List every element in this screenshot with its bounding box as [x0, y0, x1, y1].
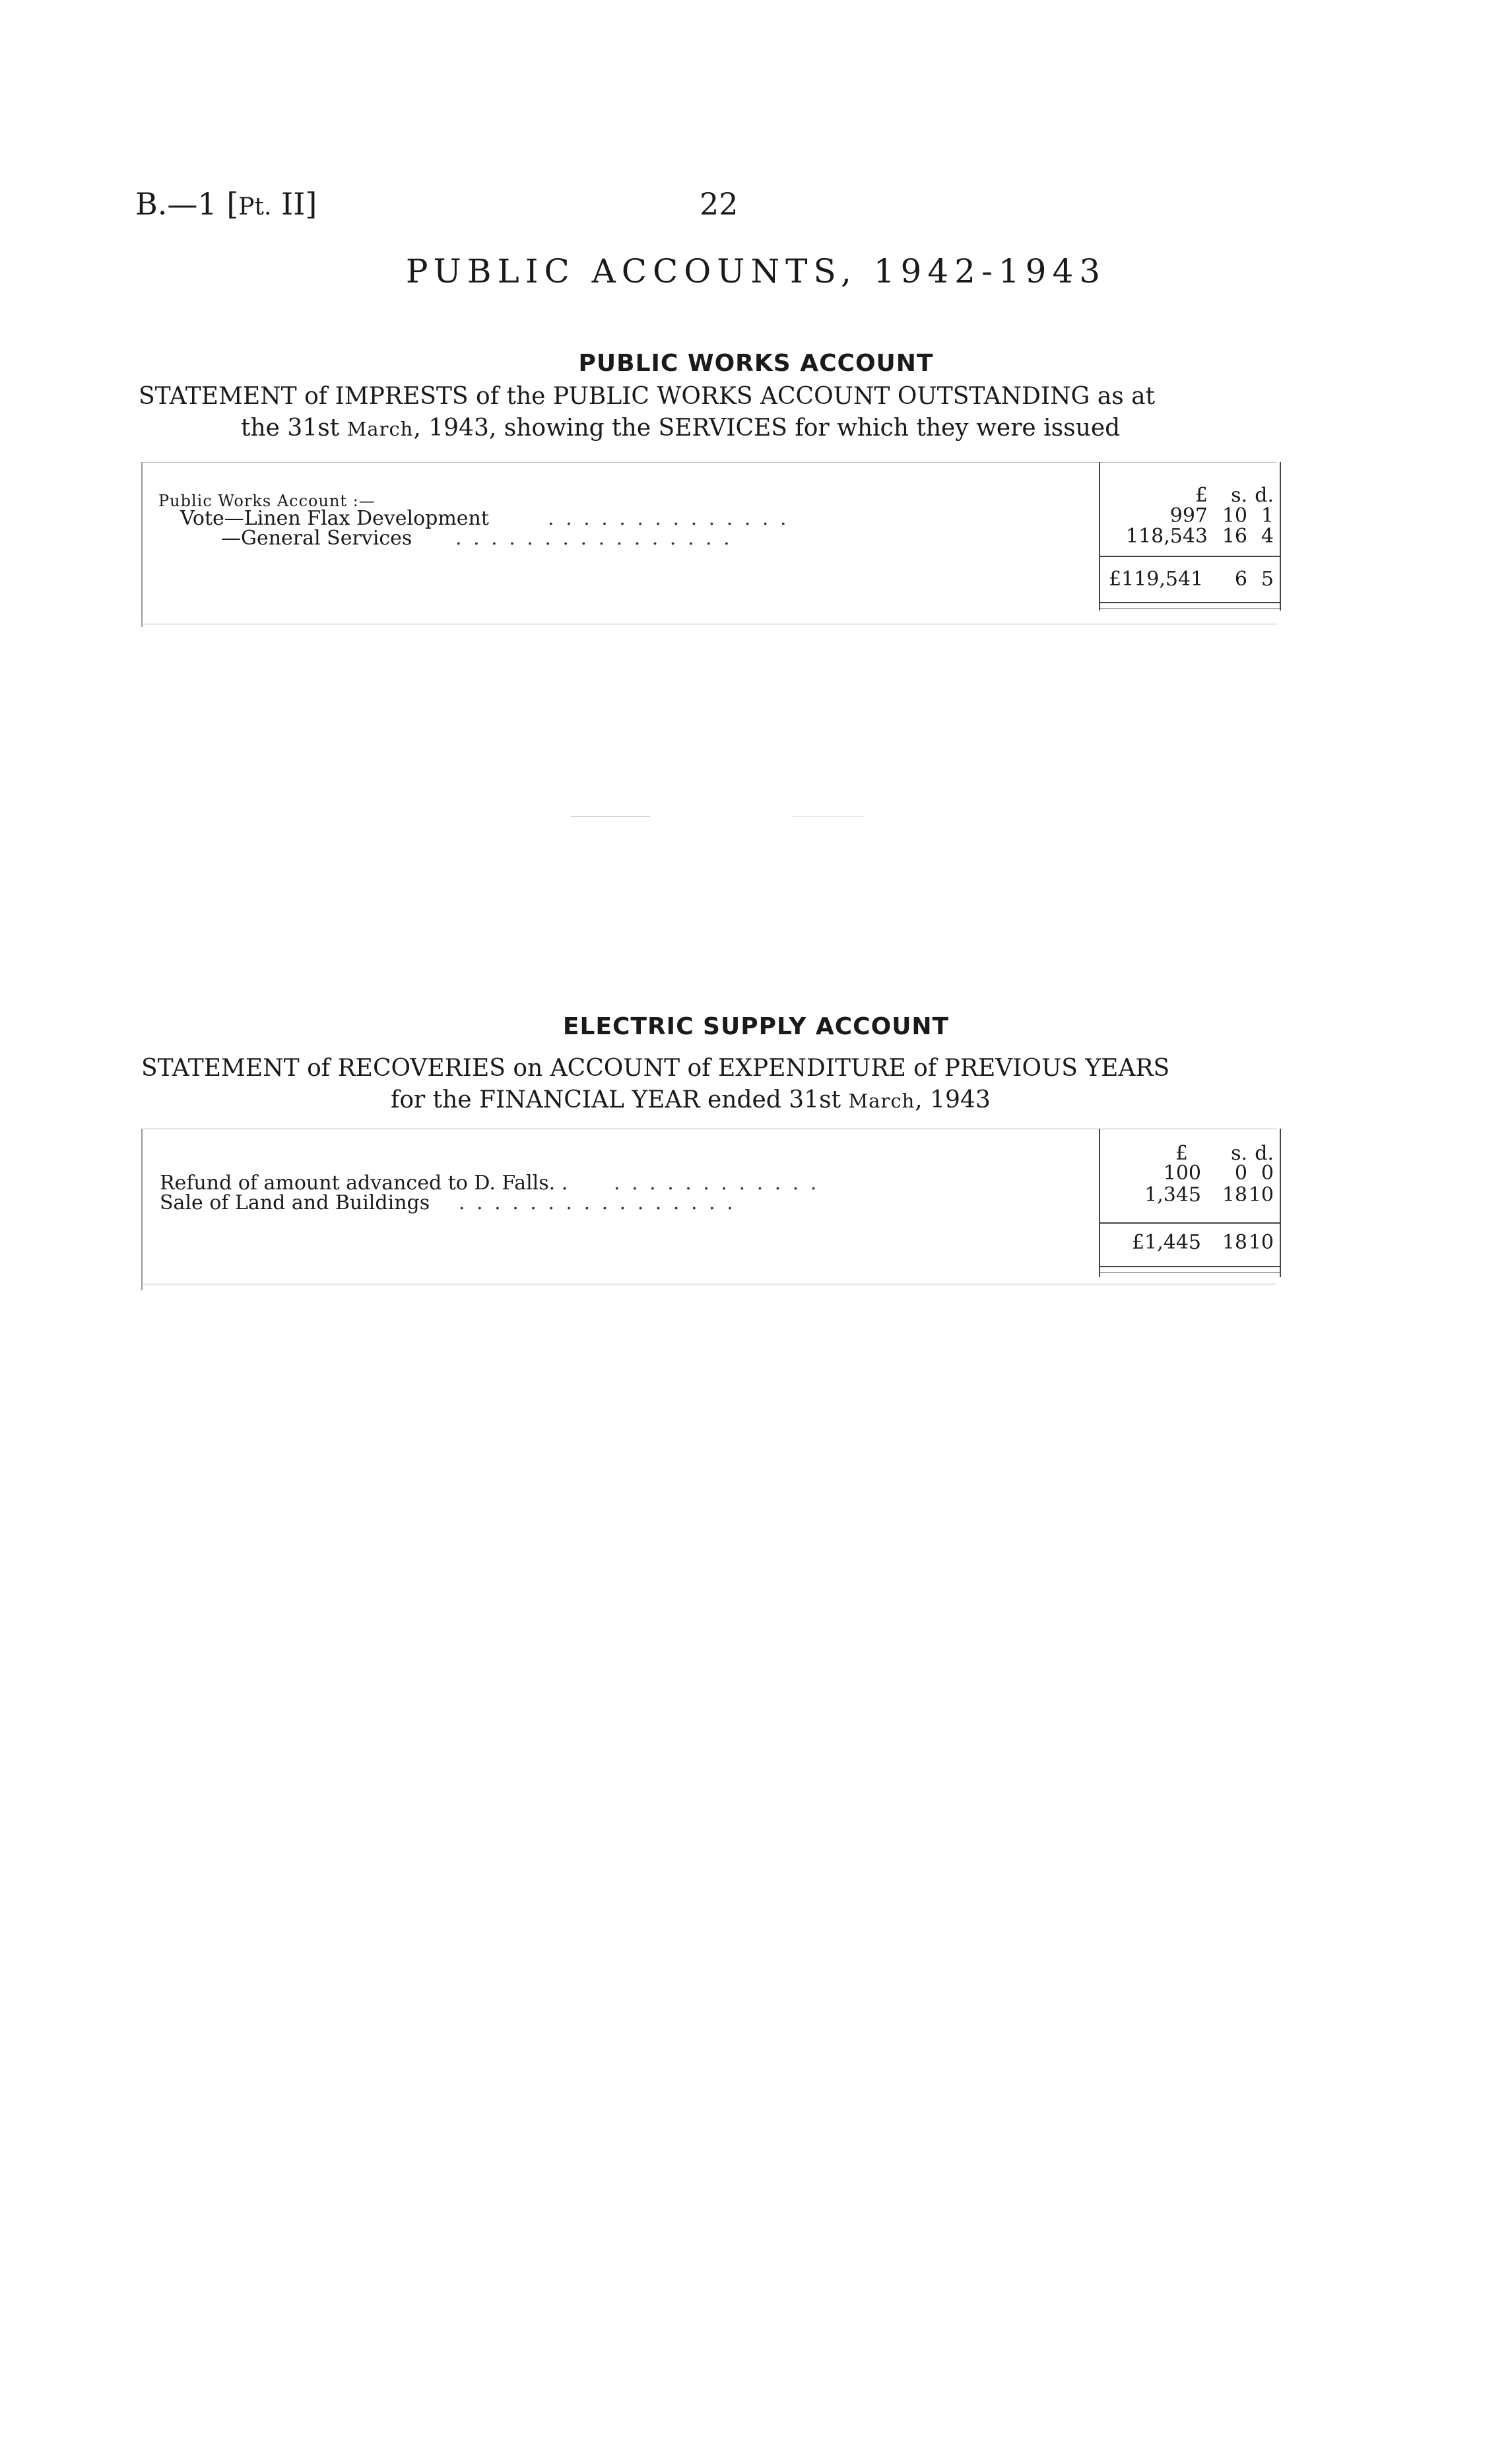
public-works-statement-line2: [241, 414, 1120, 442]
leader-dots: . . . . . . . . . . . . . . . .: [455, 527, 733, 550]
row-label: Sale of Land and Buildings: [160, 1191, 430, 1214]
page-title: PUBLIC ACCOUNTS, 1942-1943: [405, 252, 1107, 290]
section-separator: [571, 816, 650, 817]
row-pounds: 100: [1163, 1162, 1201, 1185]
ref-suffix: II]: [271, 186, 317, 222]
total-rule-top: [1099, 556, 1281, 557]
amount-column-rule: [1099, 462, 1100, 611]
row-shillings: 10: [1222, 504, 1247, 527]
col-header-pounds: £: [1175, 1142, 1188, 1165]
public-works-heading: PUBLIC WORKS ACCOUNT: [578, 350, 934, 377]
row-pounds: 997: [1169, 504, 1208, 527]
leader-dots: . . . . . . . . . . . . . .: [548, 507, 789, 530]
total-rule-top: [1099, 1222, 1281, 1224]
row-pence: 4: [1261, 525, 1274, 548]
table-top-rule: [141, 462, 1276, 463]
row-label: —General Services: [221, 527, 412, 550]
section-separator-2: [792, 816, 865, 817]
col-header-pence: d.: [1255, 484, 1274, 507]
statement-month: March: [848, 1090, 915, 1112]
row-shillings: 18: [1222, 1183, 1247, 1207]
row-pence: 1: [1261, 504, 1274, 527]
row-shillings: 16: [1222, 525, 1247, 548]
total-pence: 10: [1248, 1231, 1274, 1254]
total-shillings: 18: [1222, 1231, 1247, 1254]
row-label: Refund of amount advanced to D. Falls. .: [160, 1172, 568, 1195]
public-works-statement-line1: STATEMENT of IMPRESTS of the PUBLIC WORKS ACCOUNT OUTSTANDING as at: [139, 383, 1156, 410]
account-label-text: Public Works Account :—: [158, 492, 376, 510]
table-right-rule: [1280, 1129, 1281, 1277]
page-number: 22: [700, 186, 739, 222]
table-left-rule: [141, 462, 143, 627]
leader-dots: . . . . . . . . . . . . . . . .: [459, 1191, 736, 1214]
col-header-pence: d.: [1255, 1142, 1274, 1165]
total-shillings: 6: [1234, 568, 1247, 591]
statement-line2-start: the 31st: [241, 414, 347, 442]
ref-prefix: B.—1 [: [135, 186, 239, 222]
document-reference: [135, 186, 317, 222]
total-rule-bottom: [1099, 602, 1281, 603]
total-pounds: £119,541: [1109, 568, 1204, 591]
leader-dots: . . . . . . . . . . . .: [614, 1172, 820, 1195]
statement-line2-start: for the FINANCIAL YEAR ended 31st: [391, 1086, 849, 1113]
electric-supply-heading: ELECTRIC SUPPLY ACCOUNT: [562, 1013, 950, 1040]
table-left-rule: [141, 1129, 143, 1290]
row-label: Vote—Linen Flax Development: [180, 507, 489, 530]
ref-part: Pt.: [238, 193, 272, 220]
table-right-rule: [1280, 462, 1281, 611]
total-rule-bottom: [1099, 1266, 1281, 1267]
electric-supply-statement-line1: STATEMENT of RECOVERIES on ACCOUNT of EXPENDITURE of PREVIOUS YEARS: [141, 1055, 1170, 1082]
total-pounds: £1,445: [1132, 1231, 1201, 1254]
col-header-shillings: s.: [1231, 1142, 1247, 1165]
row-pounds: 1,345: [1144, 1183, 1201, 1207]
total-pence: 5: [1261, 568, 1274, 591]
statement-line2-end: , 1943: [915, 1086, 991, 1113]
row-pounds: 118,543: [1125, 525, 1208, 548]
row-shillings: 0: [1234, 1162, 1247, 1185]
statement-line2-end: , 1943, showing the SERVICES for which they were issued: [413, 414, 1121, 442]
row-pence: 10: [1248, 1183, 1274, 1207]
electric-supply-statement-line2: [391, 1086, 991, 1113]
col-header-pounds: £: [1195, 484, 1208, 507]
statement-month: March: [346, 418, 414, 440]
col-header-shillings: s.: [1231, 484, 1247, 507]
row-pence: 0: [1261, 1162, 1274, 1185]
